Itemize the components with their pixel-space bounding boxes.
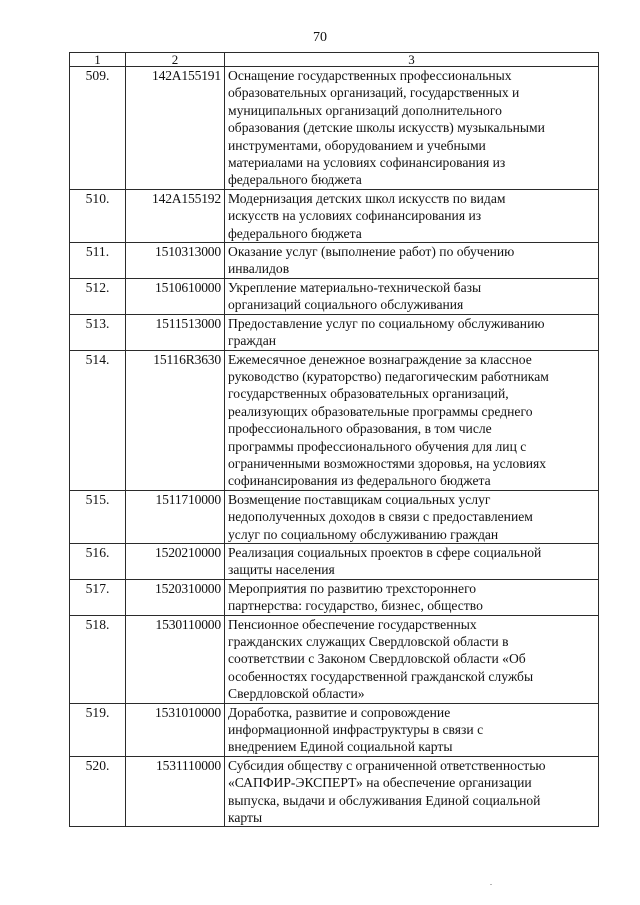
description-line: государственных образовательных организаций,	[228, 386, 509, 402]
description-line: недополученных доходов в связи с предоставлением	[228, 509, 533, 525]
row-number: 516.	[70, 543, 126, 579]
expense-description	[225, 543, 599, 579]
table-row	[70, 615, 599, 703]
table-row	[70, 756, 599, 827]
description-line: особенностях государственной гражданской службы	[228, 668, 534, 684]
row-number: 518.	[70, 615, 126, 703]
description-line: соответствии с Законом Свердловской области «Об	[228, 651, 526, 667]
description-line: партнерства: государство, бизнес, общество	[228, 598, 483, 614]
description-line: организаций социального обслуживания	[228, 297, 464, 313]
budget-code: 15116R3630	[126, 350, 225, 490]
table-row	[70, 543, 599, 579]
row-number: 510.	[70, 189, 126, 242]
table-row	[70, 350, 599, 490]
row-number: 513.	[70, 314, 126, 350]
budget-code: 1510313000	[126, 243, 225, 279]
budget-code: 1530110000	[126, 615, 225, 703]
page-number: 70	[313, 30, 327, 45]
row-number: 517.	[70, 579, 126, 615]
column-header-3: 3	[225, 53, 599, 67]
description-line: «САПФИР-ЭКСПЕРТ» на обеспечение организации	[228, 775, 532, 791]
budget-codes-table	[69, 52, 599, 827]
row-number: 519.	[70, 703, 126, 756]
expense-description	[225, 350, 599, 490]
expense-description	[225, 703, 599, 756]
description-line: карты	[228, 810, 263, 826]
description-line: руководство (кураторство) педагогическим работникам	[228, 368, 549, 384]
expense-description	[225, 756, 599, 827]
description-line: защиты населения	[228, 562, 335, 578]
budget-code: 1520210000	[126, 543, 225, 579]
description-line: Модернизация детских школ искусств по видам	[228, 190, 506, 206]
description-line: Доработка, развитие и сопровождение	[228, 704, 451, 720]
column-header-2: 2	[126, 53, 225, 67]
expense-description	[225, 189, 599, 242]
description-line: образования (детские школы искусств) музыкальными	[228, 120, 545, 136]
description-line: Возмещение поставщикам социальных услуг	[228, 491, 491, 507]
description-line: инвалидов	[228, 261, 290, 277]
table-row	[70, 278, 599, 314]
budget-code: 1511513000	[126, 314, 225, 350]
budget-code: 1511710000	[126, 490, 225, 543]
description-line: софинансирования из федерального бюджета	[228, 473, 491, 489]
description-line: Укрепление материально-технической базы	[228, 279, 482, 295]
description-line: искусств на условиях софинансирования из	[228, 208, 482, 224]
budget-code: 1531010000	[126, 703, 225, 756]
description-line: Предоставление услуг по социальному обслуживанию	[228, 315, 545, 331]
row-number: 512.	[70, 278, 126, 314]
column-header-1: 1	[70, 53, 126, 67]
table-row	[70, 314, 599, 350]
description-line: выпуска, выдачи и обслуживания Единой социальной	[228, 792, 541, 808]
description-line: Оснащение государственных профессиональных	[228, 68, 512, 83]
description-line: гражданских служащих Свердловской области в	[228, 634, 509, 649]
description-line: внедрением Единой социальной карты	[228, 739, 453, 755]
description-line: Реализация социальных проектов в сфере социальной	[228, 544, 542, 560]
table-header-row	[70, 53, 599, 67]
description-line: федерального бюджета	[228, 225, 362, 241]
description-line: граждан	[228, 333, 277, 349]
description-line: информационной инфраструктуры в связи с	[228, 722, 484, 738]
row-number: 520.	[70, 756, 126, 827]
description-line: реализующих образовательные программы среднего	[228, 403, 533, 419]
table-row	[70, 67, 599, 190]
description-line: образовательных организаций, государственных и	[228, 85, 520, 101]
table-row	[70, 243, 599, 279]
expense-description	[225, 314, 599, 350]
description-line: программы профессионального обучения для лиц с	[228, 438, 527, 454]
description-line: федерального бюджета	[228, 172, 362, 188]
description-line: профессионального образования, в том числе	[228, 421, 492, 437]
description-line: материалами на условиях софинансирования из	[228, 155, 506, 171]
description-line: Ежемесячное денежное вознаграждение за классное	[228, 351, 532, 367]
expense-description	[225, 67, 599, 190]
row-number: 511.	[70, 243, 126, 279]
row-number: 509.	[70, 67, 126, 190]
description-line: инструментами, оборудованием и учебными	[228, 137, 486, 153]
budget-code: 142A155191	[126, 67, 225, 190]
description-line: Свердловской области»	[228, 686, 365, 702]
expense-description	[225, 579, 599, 615]
description-line: Мероприятия по развитию трехстороннего	[228, 580, 477, 596]
description-line: муниципальных организаций дополнительного	[228, 102, 502, 118]
table-row	[70, 490, 599, 543]
budget-code: 1510610000	[126, 278, 225, 314]
table-row	[70, 189, 599, 242]
table-row	[70, 703, 599, 756]
table-row	[70, 579, 599, 615]
description-line: Пенсионное обеспечение государственных	[228, 616, 477, 632]
budget-code: 142A155192	[126, 189, 225, 242]
row-number: 515.	[70, 490, 126, 543]
table-body	[70, 67, 599, 827]
expense-description	[225, 243, 599, 279]
scan-speck	[490, 884, 492, 885]
description-line: услуг по социальному обслуживанию граждан	[228, 526, 499, 542]
description-line: Оказание услуг (выполнение работ) по обучению	[228, 244, 515, 260]
expense-description	[225, 615, 599, 703]
description-line: Субсидия обществу с ограниченной ответственностью	[228, 757, 546, 773]
expense-description	[225, 278, 599, 314]
budget-code: 1520310000	[126, 579, 225, 615]
row-number: 514.	[70, 350, 126, 490]
description-line: ограниченными возможностями здоровья, на условиях	[228, 455, 547, 471]
expense-description	[225, 490, 599, 543]
budget-code: 1531110000	[126, 756, 225, 827]
